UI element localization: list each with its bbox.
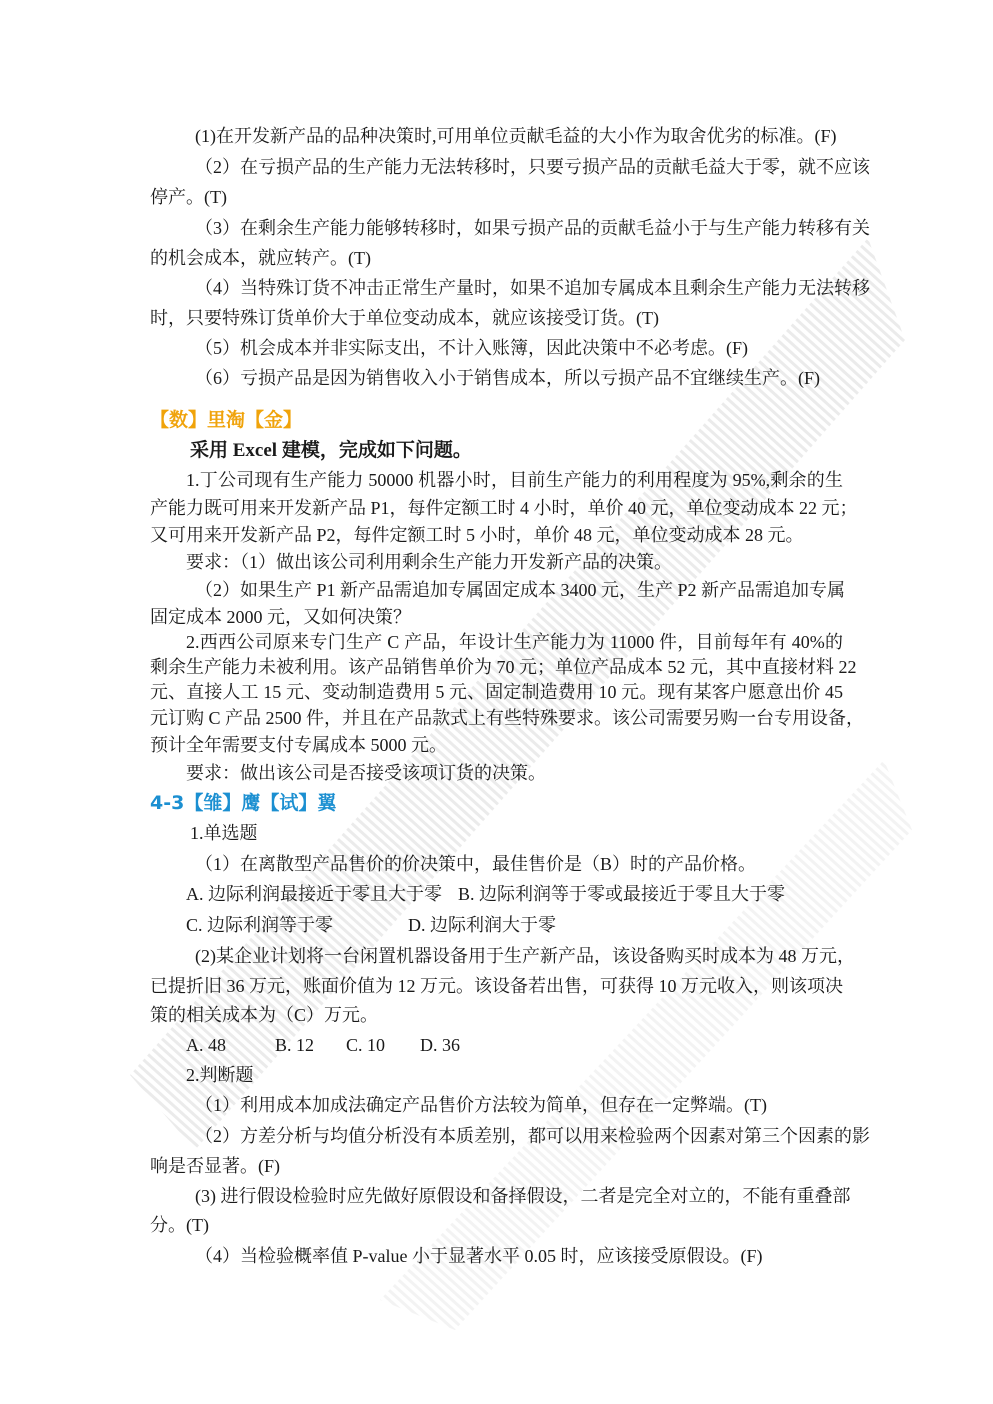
judgment-item-2-cont: 停产。(T)	[150, 187, 227, 207]
choice-question-2-option-b: B. 12	[275, 1035, 315, 1055]
single-choice-title: 1.单选题	[190, 823, 258, 843]
problem-1-line-1: 1.丁公司现有生产能力 50000 机器小时，目前生产能力的利用程度为 95%,剩余的生	[186, 470, 843, 490]
excel-section-heading: 【数】里淘【金】	[150, 409, 303, 431]
problem-1-requirement-2-cont: 固定成本 2000 元，又如何决策？	[150, 607, 411, 627]
judgment-item-6: （6）亏损产品是因为销售收入小于销售成本，所以亏损产品不宜继续生产。(F)	[195, 368, 820, 388]
judgment-item-5: （5）机会成本并非实际支出，不计入账簿，因此决策中不必考虑。(F)	[195, 338, 748, 358]
choice-question-1-option-b: B. 边际利润等于零或最接近于零且大于零	[458, 884, 786, 904]
true-false-item-2: （2）方差分析与均值分析没有本质差别，都可以用来检验两个因素对第三个因素的影	[195, 1126, 870, 1146]
choice-question-2-option-c: C. 10	[346, 1035, 386, 1055]
true-false-item-4: （4）当检验概率值 P-value 小于显著水平 0.05 时，应该接受原假设。(F)	[195, 1246, 763, 1266]
problem-2-line-4: 元订购 C 产品 2500 件，并且在产品款式上有些特殊要求。该公司需要另购一台专用设备，	[150, 708, 865, 728]
problem-1-requirement-2: （2）如果生产 P1 新产品需追加专属固定成本 3400 元，生产 P2 新产品需追加专属	[195, 580, 846, 600]
judgment-item-2: （2）在亏损产品的生产能力无法转移时，只要亏损产品的贡献毛益大于零，就不应该	[195, 157, 870, 177]
choice-question-1-option-a: A. 边际利润最接近于零且大于零	[186, 884, 442, 904]
true-false-item-3-cont: 分。(T)	[150, 1215, 209, 1235]
problem-1-line-3: 又可用来开发新产品 P2，每件定额工时 5 小时，单价 48 元，单位变动成本 28 元。	[150, 525, 804, 545]
problem-2-line-2: 剩余生产能力未被利用。该产品销售单价为 70 元；单位产品成本 52 元，其中直接材料 22	[150, 657, 857, 677]
choice-question-2-cont-1: 已提折旧 36 万元，账面价值为 12 万元。该设备若出售，可获得 10 万元收入，则该项决	[150, 976, 843, 996]
judgment-item-4: （4）当特殊订货不冲击正常生产量时，如果不追加专属成本且剩余生产能力无法转移	[195, 278, 870, 298]
judgment-item-3-cont: 的机会成本，就应转产。(T)	[150, 248, 371, 268]
choice-question-1-option-d: D. 边际利润大于零	[408, 915, 556, 935]
problem-2-line-1: 2.西西公司原来专门生产 C 产品，年设计生产能力为 11000 件，目前每年有 40%的	[186, 632, 843, 652]
problem-2-requirement: 要求：做出该公司是否接受该项订货的决策。	[186, 763, 546, 783]
excel-section-intro: 采用 Excel 建模，完成如下问题。	[190, 440, 472, 461]
judgment-item-4-cont: 时，只要特殊订货单价大于单位变动成本，就应该接受订货。(T)	[150, 308, 659, 328]
judgment-item-3: （3）在剩余生产能力能够转移时，如果亏损产品的贡献毛益小于与生产能力转移有关	[195, 218, 870, 238]
practice-section-heading: 4-3【雏】鹰【试】翼	[150, 792, 337, 814]
choice-question-1-option-c: C. 边际利润等于零	[186, 915, 334, 935]
choice-question-1: （1）在离散型产品售价的价决策中，最佳售价是（B）时的产品价格。	[195, 854, 757, 874]
true-false-item-2-cont: 响是否显著。(F)	[150, 1156, 280, 1176]
problem-2-line-3: 元、直接人工 15 元、变动制造费用 5 元、固定制造费用 10 元。现有某客户愿意出价 45	[150, 682, 843, 702]
judgment-item-1: (1)在开发新产品的品种决策时,可用单位贡献毛益的大小作为取舍优劣的标准。(F)	[195, 126, 837, 146]
choice-question-2-cont-2: 策的相关成本为（C）万元。	[150, 1005, 379, 1025]
true-false-item-1: （1）利用成本加成法确定产品售价方法较为简单，但存在一定弊端。(T)	[195, 1095, 767, 1115]
choice-question-2: (2)某企业计划将一台闲置机器设备用于生产新产品，该设备购买时成本为 48 万元，	[195, 946, 855, 966]
problem-1-line-2: 产能力既可用来开发新产品 P1，每件定额工时 4 小时，单价 40 元，单位变动成本 22 元；	[150, 498, 858, 518]
true-false-title: 2.判断题	[186, 1065, 254, 1085]
true-false-item-3: (3) 进行假设检验时应先做好原假设和备择假设，二者是完全对立的，不能有重叠部	[195, 1186, 851, 1206]
choice-question-2-option-a: A. 48	[186, 1035, 226, 1055]
problem-2-line-5: 预计全年需要支付专属成本 5000 元。	[150, 735, 447, 755]
problem-1-requirement-1: 要求：（1）做出该公司利用剩余生产能力开发新产品的决策。	[186, 552, 672, 572]
choice-question-2-option-d: D. 36	[420, 1035, 460, 1055]
